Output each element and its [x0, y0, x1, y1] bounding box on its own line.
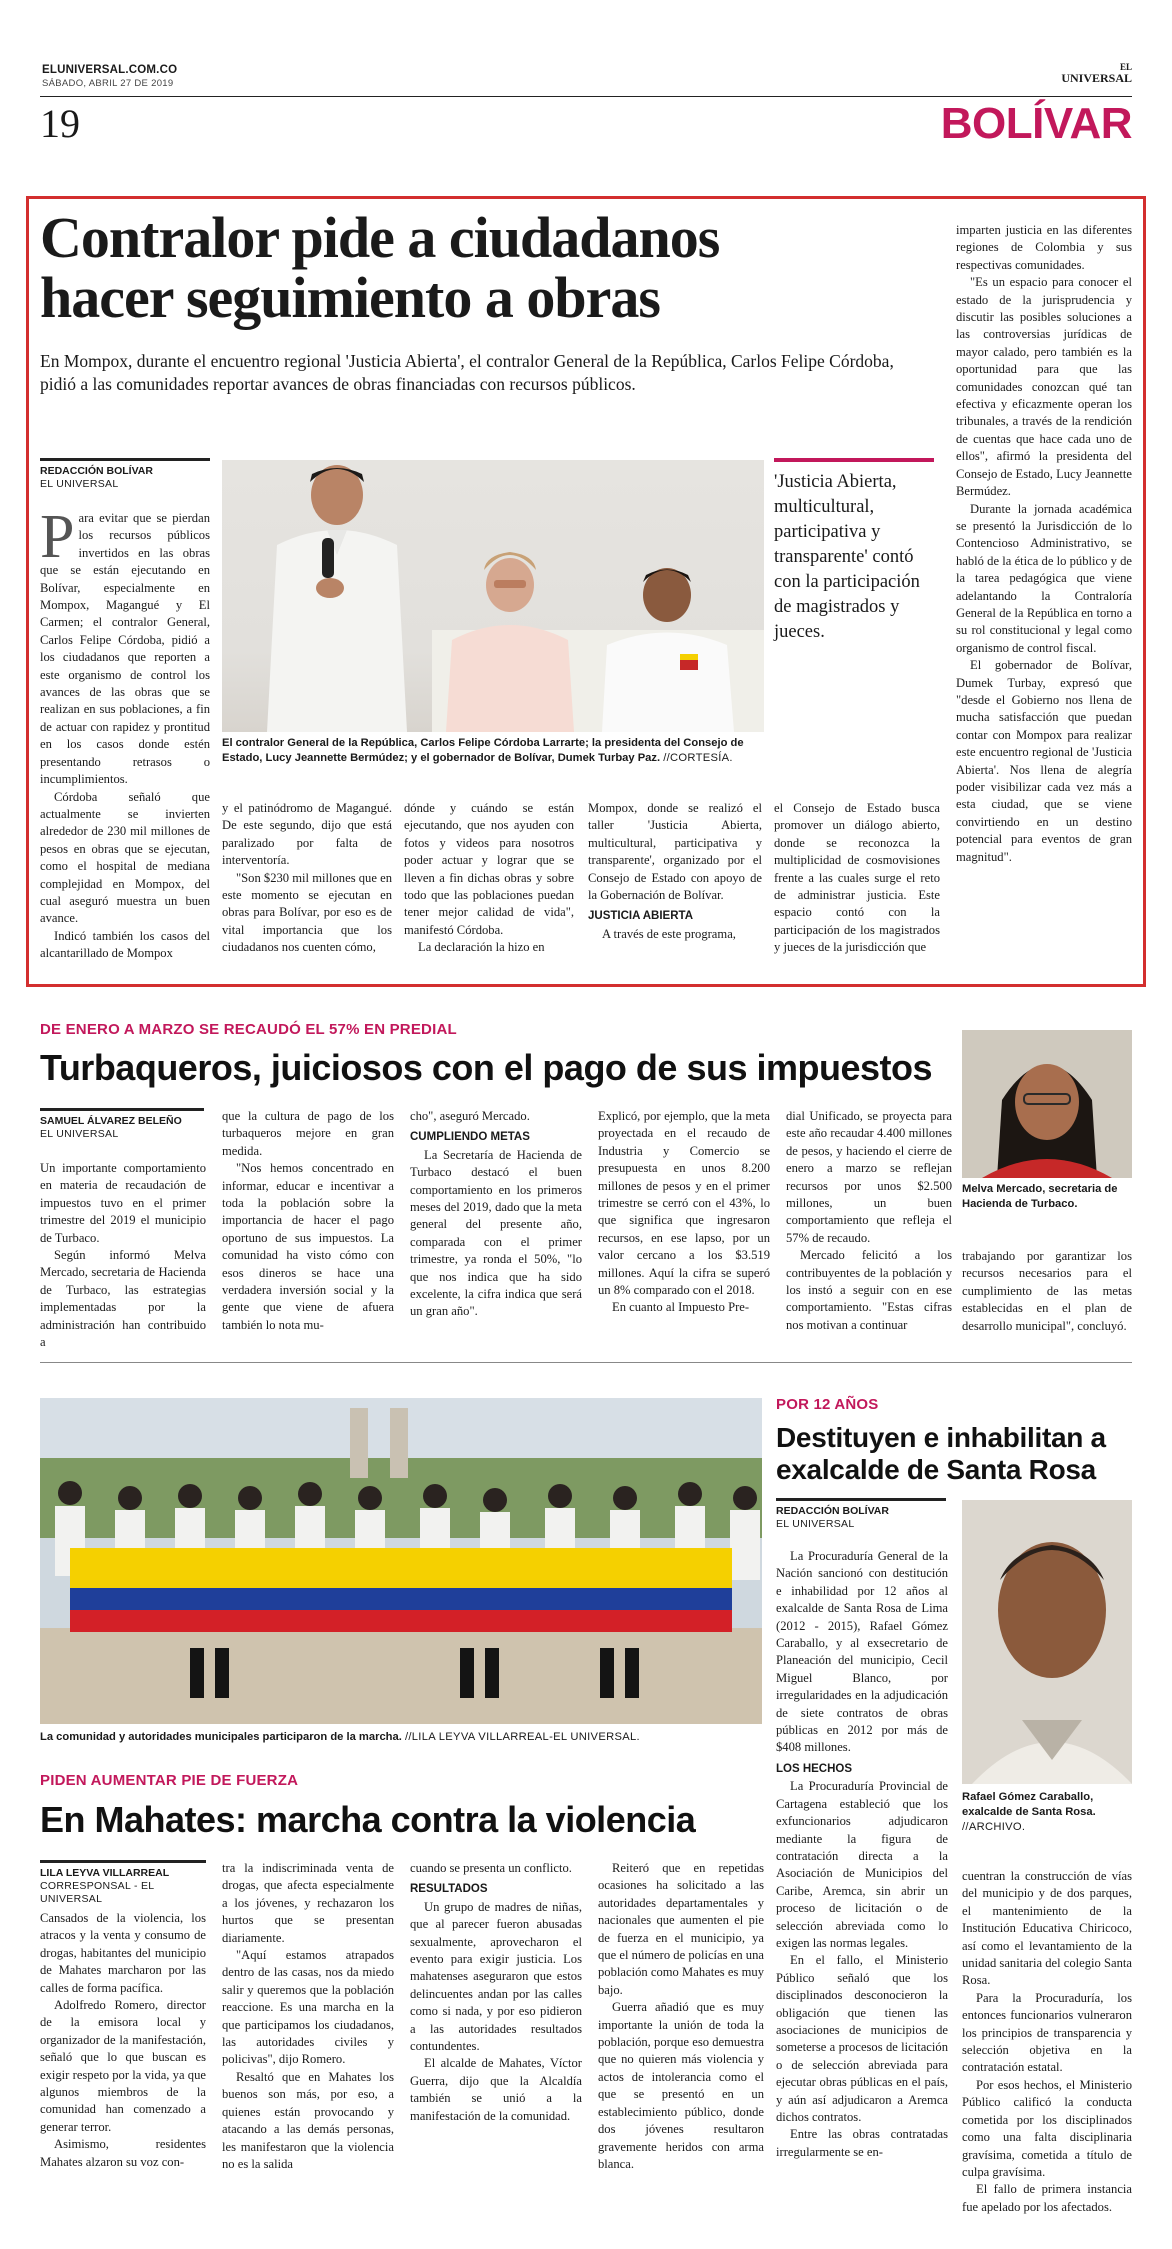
story3-caption-text: La comunidad y autoridades municipales participaron de la marcha. [40, 1731, 402, 1743]
story2-col2-p2: "Nos hemos concentrado en informar, educar e incentivar a toda la población sobre la importancia de hacer el pago oportuno de sus impuestos. La comunidad ha visto cómo con esos dineros se hace una verdadera inversión social y la gente que viene de afuera también lo nota mu- [222, 1161, 394, 1332]
story2-column-1 [40, 1160, 206, 1351]
story1-col1-p2: Córdoba señaló que actualmente se invierten alrededor de 230 mil millones de pesos en obras que se ejecutan, como el hospital de mediana complejidad en Mompox, del cual aseguró muestra un buen avance. [40, 789, 210, 926]
story2-column-4 [598, 1108, 770, 1317]
story4-col2-p1: cuentran la construcción de vías del municipio y de dos parques, el mantenimiento de la Institución Educativa Chiricoco, así como el levantamiento de la unidad sanitaria del colegio Santa Rosa. [962, 1869, 1132, 1988]
story1-col2-p2: "Son $230 mil millones que en este momento se ejecutan en obras para Bolívar, por eso es de vital importancia que los ciudadanos nos cuenten cómo, [222, 870, 392, 955]
story2-col5-p2: Mercado felicitó a los contribuyentes de la población y los instó a seguir con en ese comportamiento. "Estas cifras nos motivan a continuar [786, 1248, 952, 1332]
page-number: 19 [40, 101, 80, 146]
story4-headline-line2: exalcalde de Santa Rosa [776, 1454, 1096, 1485]
story1-byline-org: EL UNIVERSAL [40, 478, 119, 490]
issue-date: SÁBADO, ABRIL 27 DE 2019 [42, 78, 174, 89]
story4-col2-p3: Por esos hechos, el Ministerio Público calificó la conducta cometida por los disciplinados como una falta disciplinaria gravísima, cometida a título de culpa gravísima. [962, 2077, 1132, 2179]
story4-byline-org: EL UNIVERSAL [776, 1518, 855, 1530]
story4-photo-caption [962, 1790, 1132, 1835]
story4-caption-text: Rafael Gómez Caraballo, exalcalde de Santa Rosa. [962, 1791, 1096, 1818]
story3-col3-subhead: RESULTADOS [410, 1883, 488, 1896]
section-divider [40, 1362, 1132, 1363]
story4-col1-p2: La Procuraduría Provincial de Cartagena estableció que los exfuncionarios adjudicaron mediante la figura de contratación directa a la Asociación de Municipios del Caribe, Aremca, sin abrir un proceso de licitación o de selección abreviada como lo exigen las normas legales. [776, 1779, 948, 1950]
story3-photo-illustration [40, 1398, 762, 1724]
story3-headline[interactable]: En Mahates: marcha contra la violencia [40, 1799, 696, 1840]
story3-column-4 [598, 1860, 764, 2173]
story2-col2-p1: que la cultura de pago de los turbaqueros mejore en gran medida. [222, 1109, 394, 1158]
story2-col6-p1: trabajando por garantizar los recursos necesarios para el cumplimiento de las metas establecidas en el plan de desarrollo municipal", concluyó. [962, 1249, 1132, 1333]
story4-kicker: POR 12 AÑOS [776, 1396, 879, 1413]
story2-col4-p1: Explicó, por ejemplo, que la meta proyectada en el recaudo de Industria y Comercio se presupuesta en unos 8.200 millones de pesos y en el primer trimestre se cerró con el 43%, lo que significa que ingresaron recursos, en ese lapso, por un valor cercano a los $3.519 millones. Aquí la cifra se superó un 8% comparado con el 2018. [598, 1109, 770, 1298]
story4-byline [776, 1498, 946, 1531]
story1-col2-p1: y el patinódromo de Magangué. De este segundo, dijo que está paralizado por falta de interventoría. [222, 801, 392, 868]
story1-col6-p3: Durante la jornada académica se presentó la Jurisdicción de lo Contencioso Administrativo, se habló de la ética de lo público y de la tarea pedagógica que viene adelantando la Contraloría General de la República en torno a su rol constitucional y legal como organismo de control fiscal. [956, 501, 1132, 655]
newspaper-logo [1052, 62, 1132, 84]
story1-pull-quote [774, 458, 934, 645]
story2-headline[interactable]: Turbaqueros, juiciosos con el pago de sus impuestos [40, 1047, 933, 1088]
story1-col4-subhead: JUSTICIA ABIERTA [588, 910, 693, 923]
story4-col1-p1: La Procuraduría General de la Nación sancionó con destitución e inhabilidad por 12 años al exalcalde de Santa Rosa de Lima (2012 - 2015), Rafael Gómez Caraballo, y al exsecretario de Planeación del municipio, Cecil Miguel Blanco, por irregularidades en la adjudicación de siete contratos de obras públicas en 2012 por más de $408 millones. [776, 1549, 948, 1755]
story3-col2-p1: tra la indiscriminada venta de drogas, que afecta especialmente a los jóvenes, y rechazaron los hurtos que se presentan diariamente. [222, 1861, 394, 1945]
story1-column-5 [774, 800, 940, 957]
site-url[interactable]: ELUNIVERSAL.COM.CO [42, 64, 178, 76]
story2-byline-name: SAMUEL ÁLVAREZ BELEÑO [40, 1115, 182, 1127]
story1-col4-p2: A través de este programa, [602, 926, 736, 941]
story1-pull-quote-text: 'Justicia Abierta, multicultural, participativa y transparente' contó con la participación de magistrados y jueces. [774, 472, 920, 642]
logo-bottom: UNIVERSAL [1061, 71, 1132, 85]
story3-photo-caption [40, 1730, 762, 1745]
story4-column-1 [776, 1548, 948, 2161]
story4-column-2 [962, 1868, 1132, 2216]
story1-column-4 [588, 800, 762, 943]
story1-column-3 [404, 800, 574, 957]
story2-column-2 [222, 1108, 394, 1334]
story3-column-2 [222, 1860, 394, 2173]
story4-col1-p4: Entre las obras contratadas irregularmente se en- [776, 2127, 948, 2159]
story3-byline-name: LILA LEYVA VILLARREAL [40, 1867, 170, 1879]
story1-caption-text: El contralor General de la República, Carlos Felipe Córdoba Larrarte; la presidenta del Consejo de Estado, Lucy Jeannette Bermúdez; y el gobernador de Bolívar, Dumek Turbay Paz. [222, 737, 744, 764]
story3-byline-org: CORRESPONSAL - EL UNIVERSAL [40, 1880, 155, 1905]
story4-col2-p2: Para la Procuraduría, los entonces funcionarios vulneraron los principios de transparencia y selección objetiva en la contratación estatal. [962, 1990, 1132, 2075]
story2-column-3 [410, 1108, 582, 1321]
story2-byline-org: EL UNIVERSAL [40, 1128, 119, 1140]
story3-column-3 [410, 1860, 582, 2125]
story1-column-1 [40, 503, 210, 963]
story1-caption-credit: //CORTESÍA. [663, 752, 733, 764]
story3-col4-p1: Reiteró que en repetidas ocasiones ha solicitado a las autoridades departamentales y nacionales que aumenten el pie de fuerza en el municipio, ya que el número de policías en una población como Mahates es muy bajo. [598, 1861, 764, 1997]
story1-byline [40, 458, 210, 491]
story2-photo-caption: Melva Mercado, secretaria de Hacienda de Turbaco. [962, 1183, 1118, 1210]
story3-col1-p2: Adolfredo Romero, director de la emisora local y organizador de la manifestación, señaló que lo que buscan es exigir respeto por la vida, ya que algunos miembros de la comunidad han comenzado a generar terror. [40, 1998, 206, 2134]
story1-dropcap: P [40, 503, 75, 571]
story4-col1-subhead: LOS HECHOS [776, 1762, 853, 1775]
story3-col3-p1: cuando se presenta un conflicto. [410, 1861, 572, 1875]
story1-col4-p1: Mompox, donde se realizó el taller 'Justicia Abierta, multicultural, participativa y transparente', organizado por el Consejo de Estado con apoyo de la Gobernación de Bolívar. [588, 801, 762, 903]
story2-byline [40, 1108, 204, 1141]
story3-col1-p1: Cansados de la violencia, los atracos y la venta y consumo de drogas, habitantes del municipio de Mahates marcharon por las calles de forma pacífica. [40, 1911, 206, 1995]
story2-kicker: DE ENERO A MARZO SE RECAUDÓ EL 57% EN PREDIAL [40, 1021, 457, 1038]
story3-col3-p2: Un grupo de madres de niñas, que al parecer fueron abusadas sexualmente, aprovecharon el evento para exigir justicia. Los mahatenses aseguraron que estos delincuentes andan por las calles como si nada, y por eso pidieron a las autoridades resultados contundentes. [410, 1899, 582, 2054]
story2-col3-p1: cho", aseguró Mercado. [410, 1109, 530, 1123]
story4-photo-illustration [962, 1500, 1132, 1784]
story1-headline-line1: Contralor pide a ciudadanos [40, 205, 720, 270]
story4-headline-line1: Destituyen e inhabilitan a [776, 1422, 1106, 1453]
story4-headline[interactable] [776, 1422, 1136, 1486]
story1-column-6 [956, 222, 1132, 866]
story1-byline-name: REDACCIÓN BOLÍVAR [40, 465, 153, 477]
story3-col3-p3: El alcalde de Mahates, Víctor Guerra, dijo que la Alcaldía también se unió a la manifestación de la comunidad. [410, 2056, 582, 2123]
story3-kicker: PIDEN AUMENTAR PIE DE FUERZA [40, 1772, 299, 1789]
story3-col4-p2: Guerra añadió que es muy importante la unión de toda la población, porque eso demuestra que no quieren más violencia y actos de intolerancia como el que se presentó en un establecimiento público, donde dos jóvenes resultaron gravemente heridos con arma blanca. [598, 2000, 764, 2171]
story3-photo [40, 1398, 762, 1724]
story2-column-5 [786, 1108, 952, 1334]
story1-col6-p4: El gobernador de Bolívar, Dumek Turbay, expresó que "desde el Gobierno nos llena de mucha satisfacción que puedan contar con Mompox para realizar este encuentro regional de 'Justicia Abierta'. Nos llena de alegría poder visibilizar cada vez más a esta ciudad, que se viene convirtiendo en un destino potencial para eventos de gran magnitud". [956, 658, 1132, 864]
logo-top: EL [1119, 62, 1132, 72]
story2-photo [962, 1030, 1132, 1178]
story2-col3-subhead: CUMPLIENDO METAS [410, 1131, 530, 1144]
story4-caption-credit: //ARCHIVO. [962, 1821, 1026, 1833]
section-title: BOLÍVAR [940, 99, 1132, 148]
story2-col5-p1: dial Unificado, se proyecta para este año recaudar 4.400 millones de pesos, y haciendo el cierre de enero a marzo se reflejan recursos por unos $2.500 millones, un buen comportamiento que refleja el 57% de recaudo. [786, 1109, 952, 1245]
story3-col2-p3: Resaltó que en Mahates los buenos son más, por eso, a quienes están provocando y atacando a las demás personas, les manifestaron que la violencia no es la salida [222, 2069, 394, 2171]
header-rule [40, 96, 1132, 97]
story4-col1-p3: En el fallo, el Ministerio Público señaló que los disciplinados desconocieron la obligación que tienen las asociaciones de municipios de someterse a procesos de licitación o de selección abreviada para ejecutar obras públicas en el país, y aún así adjudicaron a Aremca dichos contratos. [776, 1953, 948, 2124]
story1-photo [222, 460, 764, 732]
story1-col5-p1: el Consejo de Estado busca promover un diálogo abierto, donde se reconozca la multiplicidad de cosmovisiones frente a las cuales surge el reto de administrar justicia. Este espacio contó con la participación de los magistrados y jueces de la jurisdicción que [774, 801, 940, 955]
story3-byline [40, 1860, 206, 1906]
story3-caption-credit: //LILA LEYVA VILLARREAL-EL UNIVERSAL. [404, 1731, 640, 1743]
story2-col1-p1: Un importante comportamiento en materia de recaudación de impuestos tuvo en el primer trimestre del 2019 el municipio de Turbaco. [40, 1161, 206, 1245]
story2-col3-p2: La Secretaría de Hacienda de Turbaco destacó el buen comportamiento en los primeros meses del 2019, dado que la meta general del presente año, comparada con el primer trimestre, ya ronda el 50%, "lo que nos indica que ha sido excelente, la cifra indica que será un gran año". [410, 1147, 582, 1319]
story1-col1-p1: ara evitar que se pierdan los recursos públicos invertidos en las obras que se están ejecutando en Bolívar, especialmente en Mompox, Magangué y El Carmen; el contralor General, Carlos Felipe Córdoba, pidió a los ciudadanos que reporten a este organismo de control los avances de las obras que se realizan en sus poblaciones, a fin de actuar con rapidez y prontitud en los casos donde estén presentando retrasos o incumplimientos. [40, 511, 210, 787]
story1-col1-p3: Indicó también los casos del alcantarillado de Mompox [40, 928, 210, 961]
story1-column-2 [222, 800, 392, 957]
story4-byline-name: REDACCIÓN BOLÍVAR [776, 1505, 889, 1517]
story1-photo-caption [222, 736, 764, 766]
story2-column-6 [962, 1248, 1132, 1335]
story1-deck: En Mompox, durante el encuentro regional 'Justicia Abierta', el contralor General de la República, Carlos Felipe Córdoba, pidió a las comunidades reportar avances de obras financiadas con recursos públicos. [40, 351, 894, 394]
story3-column-1 [40, 1910, 206, 2171]
story3-col2-p2: "Aquí estamos atrapados dentro de las casas, nos da miedo salir y queremos que la población reaccione. Es una marcha en la que participamos los ciudadanos, las autoridades civiles y policivas", dijo Romero. [222, 1948, 394, 2067]
story4-photo [962, 1500, 1132, 1784]
story1-col3-p1: dónde y cuándo se están ejecutando, que nos ayuden con fotos y videos para nosotros poder actuar y lograr que se lleven a fin dichas obras y sobre todo que las poblaciones puedan tener mejor calidad de vida", manifestó Córdoba. [404, 801, 574, 937]
story4-col2-p4: El fallo de primera instancia fue apelado por los afectados. [962, 2182, 1132, 2214]
story1-headline-line2: hacer seguimiento a obras [40, 265, 660, 330]
story2-col4-p2: En cuanto al Impuesto Pre- [612, 1300, 750, 1315]
story1-photo-illustration [222, 460, 764, 732]
story1-col6-p2: "Es un espacio para conocer el estado de la jurisprudencia y discutir las posibles soluciones a las controversias jurídicas de mayor calado, pero también es la oportunidad para que las comunidades conozcan qué tan efectiva y eficazmente operan los tribunales, a través de la rendición de cuentas que hace cada uno de ellos", afirmó la presidenta del Consejo de Estado, Lucy Jeannette Bermúdez. [956, 275, 1132, 499]
story1-col6-p1: imparten justicia en las diferentes regiones de Colombia y sus respectivas comunidades. [956, 223, 1132, 272]
story2-photo-illustration [962, 1030, 1132, 1178]
story1-headline[interactable] [40, 205, 940, 330]
story2-col1-p2: Según informó Melva Mercado, secretaria de Hacienda de Turbaco, las estrategias implementadas por la administración han contribuido a [40, 1248, 206, 1350]
story3-col1-p3: Asimismo, residentes Mahates alzaron su voz con- [40, 2137, 206, 2169]
story1-col3-p2: La declaración la hizo en [418, 940, 545, 955]
